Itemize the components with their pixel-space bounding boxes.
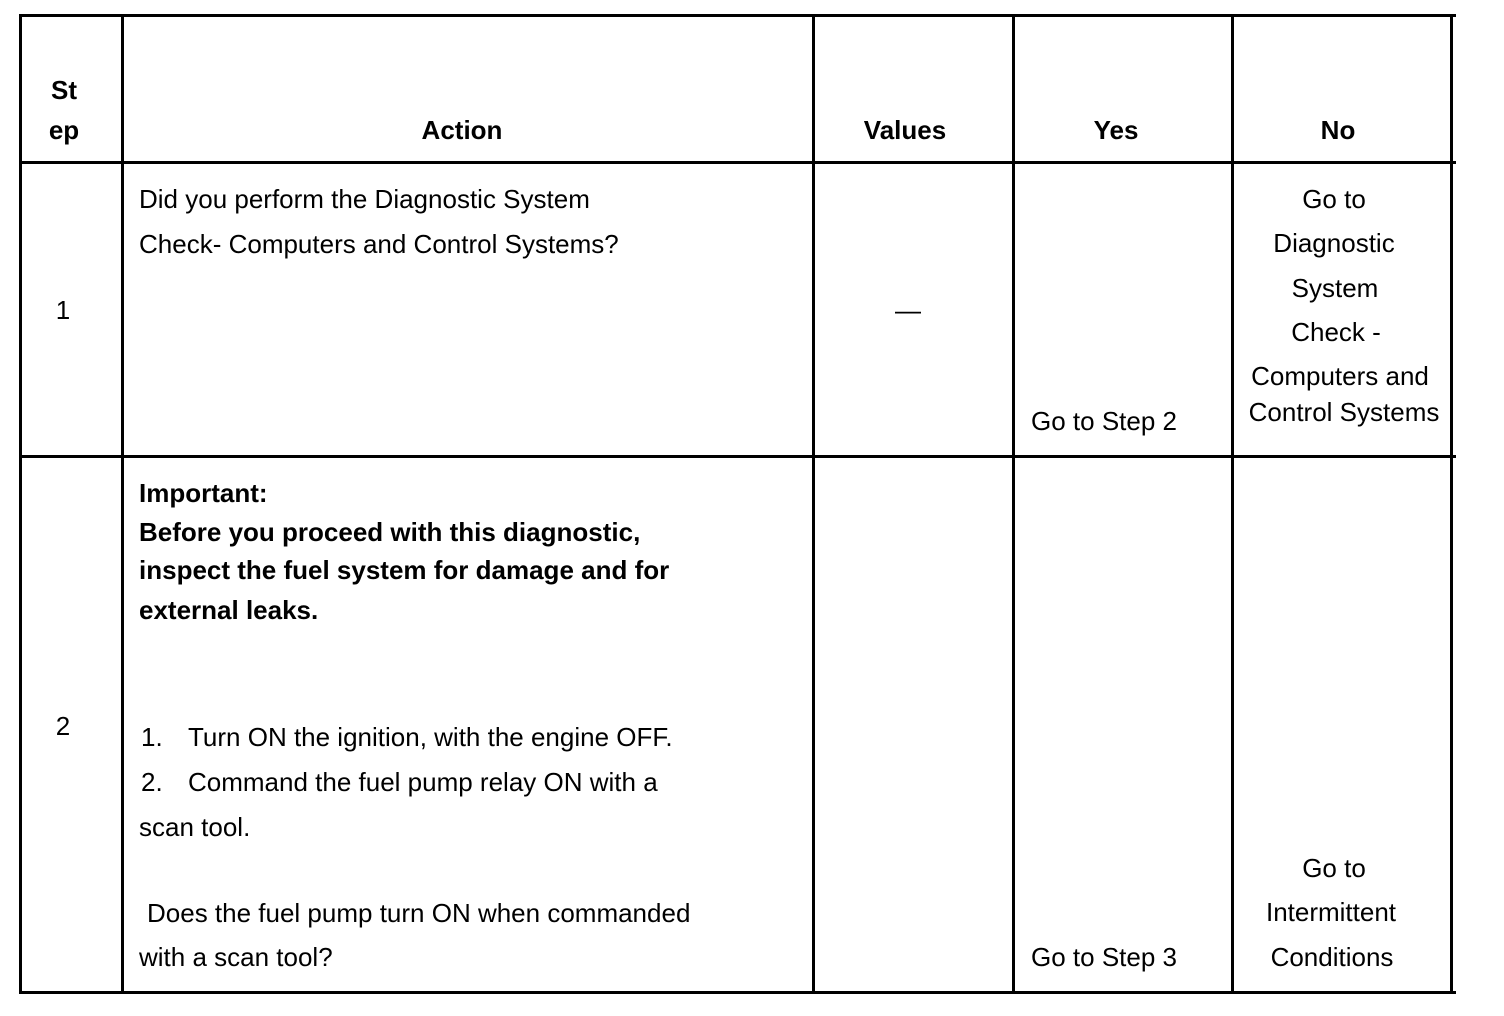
col-divider-values-yes: [1012, 14, 1015, 994]
row1-action-line: Did you perform the Diagnostic System: [139, 184, 590, 214]
row2-step-num: 2.: [141, 767, 163, 797]
row2-step-text-cont: scan tool.: [139, 812, 251, 842]
row2-step-text: Turn ON the ignition, with the engine OFF.: [188, 722, 673, 752]
row2-question-line: with a scan tool?: [139, 942, 333, 972]
row1-yes-link[interactable]: Go to Step 2: [1031, 406, 1177, 436]
row1-no-line[interactable]: Control Systems: [1248, 397, 1440, 427]
col-divider-yes-no: [1231, 14, 1234, 994]
col-divider-action-values: [812, 14, 815, 994]
table-right-border: [1450, 14, 1453, 994]
row2-important-label: Important:: [139, 478, 268, 508]
row2-question-line: Does the fuel pump turn ON when commanded: [147, 898, 691, 928]
row2-no-line[interactable]: Go to: [1302, 853, 1366, 883]
row1-no-line[interactable]: Computers and: [1251, 361, 1429, 391]
table-left-border: [19, 14, 22, 994]
row2-step-num: 1.: [141, 722, 163, 752]
header-values: Values: [863, 115, 947, 145]
header-yes: Yes: [1093, 115, 1139, 145]
row2-important-line: Before you proceed with this diagnostic,: [139, 517, 641, 547]
header-step-line2: ep: [48, 115, 80, 145]
row2-no-line[interactable]: Conditions: [1270, 942, 1394, 972]
row1-no-line[interactable]: System: [1291, 273, 1379, 303]
row1-value: —: [895, 295, 921, 325]
col-divider-step-action: [121, 14, 124, 994]
table-top-border: [19, 14, 1456, 17]
row2-important-line: inspect the fuel system for damage and for: [139, 555, 670, 585]
row1-no-line[interactable]: Go to: [1302, 184, 1366, 214]
table-bottom-border: [19, 991, 1456, 994]
row1-step-number: 1: [55, 295, 71, 325]
header-action: Action: [421, 115, 503, 145]
header-bottom-border: [19, 161, 1456, 164]
row1-action-line: Check- Computers and Control Systems?: [139, 229, 619, 259]
row1-no-line[interactable]: Diagnostic: [1273, 228, 1395, 258]
header-step-line1: St: [51, 75, 77, 105]
row1-no-line[interactable]: Check -: [1291, 317, 1381, 347]
row2-step-text: Command the fuel pump relay ON with a: [188, 767, 658, 797]
row2-step-number: 2: [55, 711, 71, 741]
header-no: No: [1320, 115, 1356, 145]
row2-important-line: external leaks.: [139, 595, 319, 625]
row2-no-line[interactable]: Intermittent: [1265, 897, 1397, 927]
row2-yes-link[interactable]: Go to Step 3: [1031, 942, 1177, 972]
row1-bottom-border: [19, 455, 1456, 458]
